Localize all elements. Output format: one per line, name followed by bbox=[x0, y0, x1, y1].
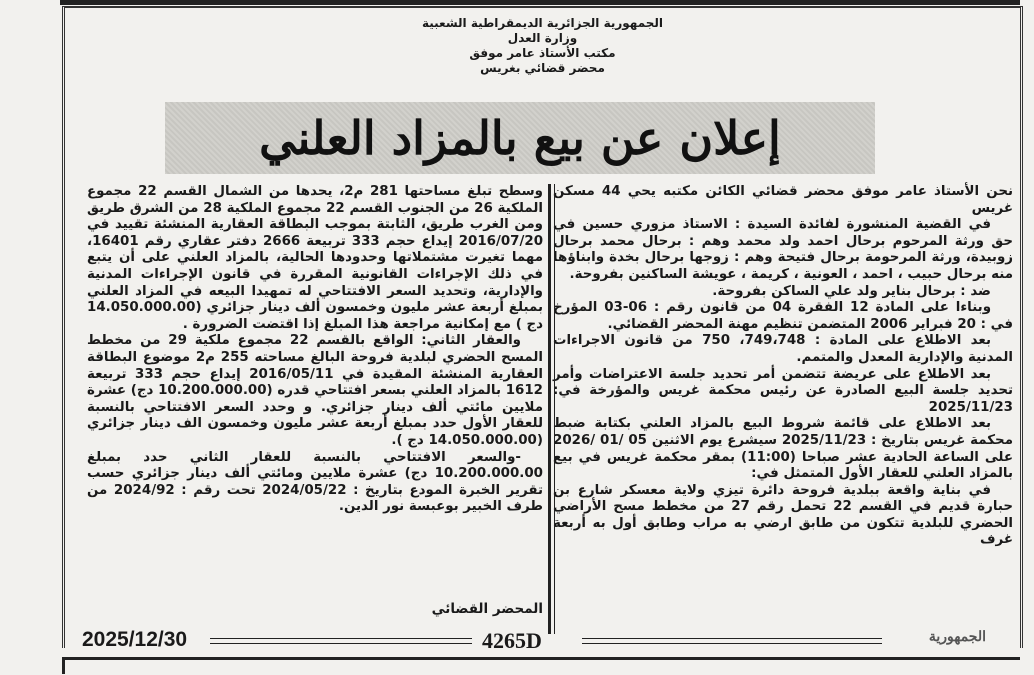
header-line: محضر قضائي بغريس bbox=[480, 61, 605, 75]
issue-date: 2025/12/30 bbox=[82, 628, 188, 651]
paragraph: وبناءا على المادة 12 الفقرة 04 من قانون رقم : 06-03 المؤرخ في : 20 فبراير 2006 المتضمن تنظيم مهنة المحضر القضائي. bbox=[553, 300, 1013, 332]
notice-frame bbox=[62, 6, 1023, 648]
paragraph: وسطح تبلغ مساحتها 281 م2، يحدها من الشمال القسم 22 مجموع الملكية 26 من الجنوب القسم 22 مجموع الملكية 28 من الشرق طريق ومن الغرب طريق، الثابتة بموجب البطاقة العقارية المنشئة تقييد في 2016/07/20 إيداع حجم 333 تربيعة 2666 دفتر عقاري رقم 16401، مهما تغيرت مشتملاتها وحدودها الحالية، بالمزاد العلني على أن يتبع في ذلك الإجراءات القانونية المقررة في قانون الإجراءات المدنية والإدارية، وتحديد السعر الافتتاحي له تمهيدا البيعه في المزاد العلني بمبلغ أربعة عشر مليون وخمسون ألف دينار جزائري (14.050.000.00 دج ) مع إمكانية مراجعة هذا المبلغ إذا اقتضت الضرورة . bbox=[87, 184, 544, 332]
column-divider bbox=[548, 184, 555, 634]
paragraph: بعد الاطلاع على المادة : 749،748، 750 من قانون الاجراءات المدنية والإدارية المعدل والمتمم. bbox=[553, 333, 1013, 365]
header-line: مكتب الأستاذ عامر موفق bbox=[469, 46, 616, 60]
top-rule bbox=[60, 0, 1020, 5]
bottom-rule bbox=[62, 657, 1020, 674]
paragraph: في القضية المنشورة لفائدة السيدة : الاستاذ مزوري حسين في حق ورثة المرحوم برحال احمد ولد محمد وهم : برحال محمد برحال زوبيدة، ورثة المرحومة برحال فتيحة وهم : زوجها برحال بخدة وابناؤها منه برحال حبيب ، احمد ، العونية ، كريمة ، عويشة الساكنين بفروحة. bbox=[553, 217, 1013, 282]
paragraph: بعد الاطلاع على قائمة شروط البيع بالمزاد العلني بكتابة ضبط محكمة غريس بتاريخ : 2025/11/23 سيشرع يوم الاثنين 05 /01 /2026 على الساعة الحادية عشر صباحا (11:00) بمقر محكمة غريس في بيع بالمزاد العلني للعقار الأول المتمثل في: bbox=[553, 416, 1013, 482]
paragraph: بعد الاطلاع على عريضة تتضمن أمر تحديد جلسة الاعتراضات وأمر تحديد جلسة البيع الصادرة عن رئيس محكمة غريس والمؤرخة في: 2025/11/23 bbox=[553, 366, 1013, 415]
left-column bbox=[87, 184, 543, 516]
header-line: وزارة العدل bbox=[507, 31, 578, 45]
right-column bbox=[553, 184, 1013, 549]
paragraph: ضد : برحال بناير ولد علي الساكن بفروحة. bbox=[712, 283, 991, 299]
page-footer bbox=[62, 628, 1020, 656]
paragraph: -والسعر الافتتاحي بالنسبة للعقار الثاني حدد بمبلغ 10.200.000.00 دج) عشرة ملايين ومائتي ألف دينار جزائري حسب تقرير الخبرة المودع بتاريخ : 2024/05/22 تحت رقم : 2024/92 من طرف الخبير بوعبسة نور الدين. bbox=[87, 449, 543, 515]
notice-title: إعلان عن بيع بالمزاد العلني bbox=[259, 111, 781, 165]
footer-rule bbox=[210, 638, 472, 644]
paragraph: نحن الأستاذ عامر موفق محضر قضائي الكائن مكتبه يحي 44 مسكن غريس bbox=[553, 184, 1013, 216]
signature: المحضر القضائي bbox=[431, 601, 543, 617]
paragraph: والعقار الثاني: الواقع بالقسم 22 مجموع ملكية 29 من مخطط المسح الحضري لبلدية فروحة البالغ مساحته 255 م2 موضوع البطاقة العقارية المنشئة المقيدة في 2016/05/11 إيداع حجم 333 تربيعة 1612 بالمزاد العلني بسعر افتتاحي قدره (10.200.000.00 دج) عشرة ملايين مائتي ألف دينار جزائري. و وحدد السعر الافتتاحي بالنسبة للعقار الأول حدد بمبلغ أربعة عشر مليون وخمسون الف دينار جزائري (14.050.000.00 دج ). bbox=[87, 333, 543, 448]
newspaper-logo: الجمهورية bbox=[928, 629, 986, 645]
header-line: الجمهورية الجزائرية الديمقراطية الشعبية bbox=[421, 16, 664, 30]
reference-number: 4265D bbox=[482, 628, 542, 653]
paragraph: في بناية واقعة ببلدية فروحة دائرة تيزي ولاية معسكر شارع بن حبارة قديم في القسم 22 تحمل رقم 27 من مخطط مسح الأراضي الحضري للبلدية تتكون من طابق ارضي به مراب وطابق أول به أربعة غرف bbox=[553, 482, 1013, 548]
title-banner bbox=[165, 102, 875, 174]
issuer-header bbox=[65, 16, 1020, 76]
footer-rule bbox=[582, 638, 882, 644]
